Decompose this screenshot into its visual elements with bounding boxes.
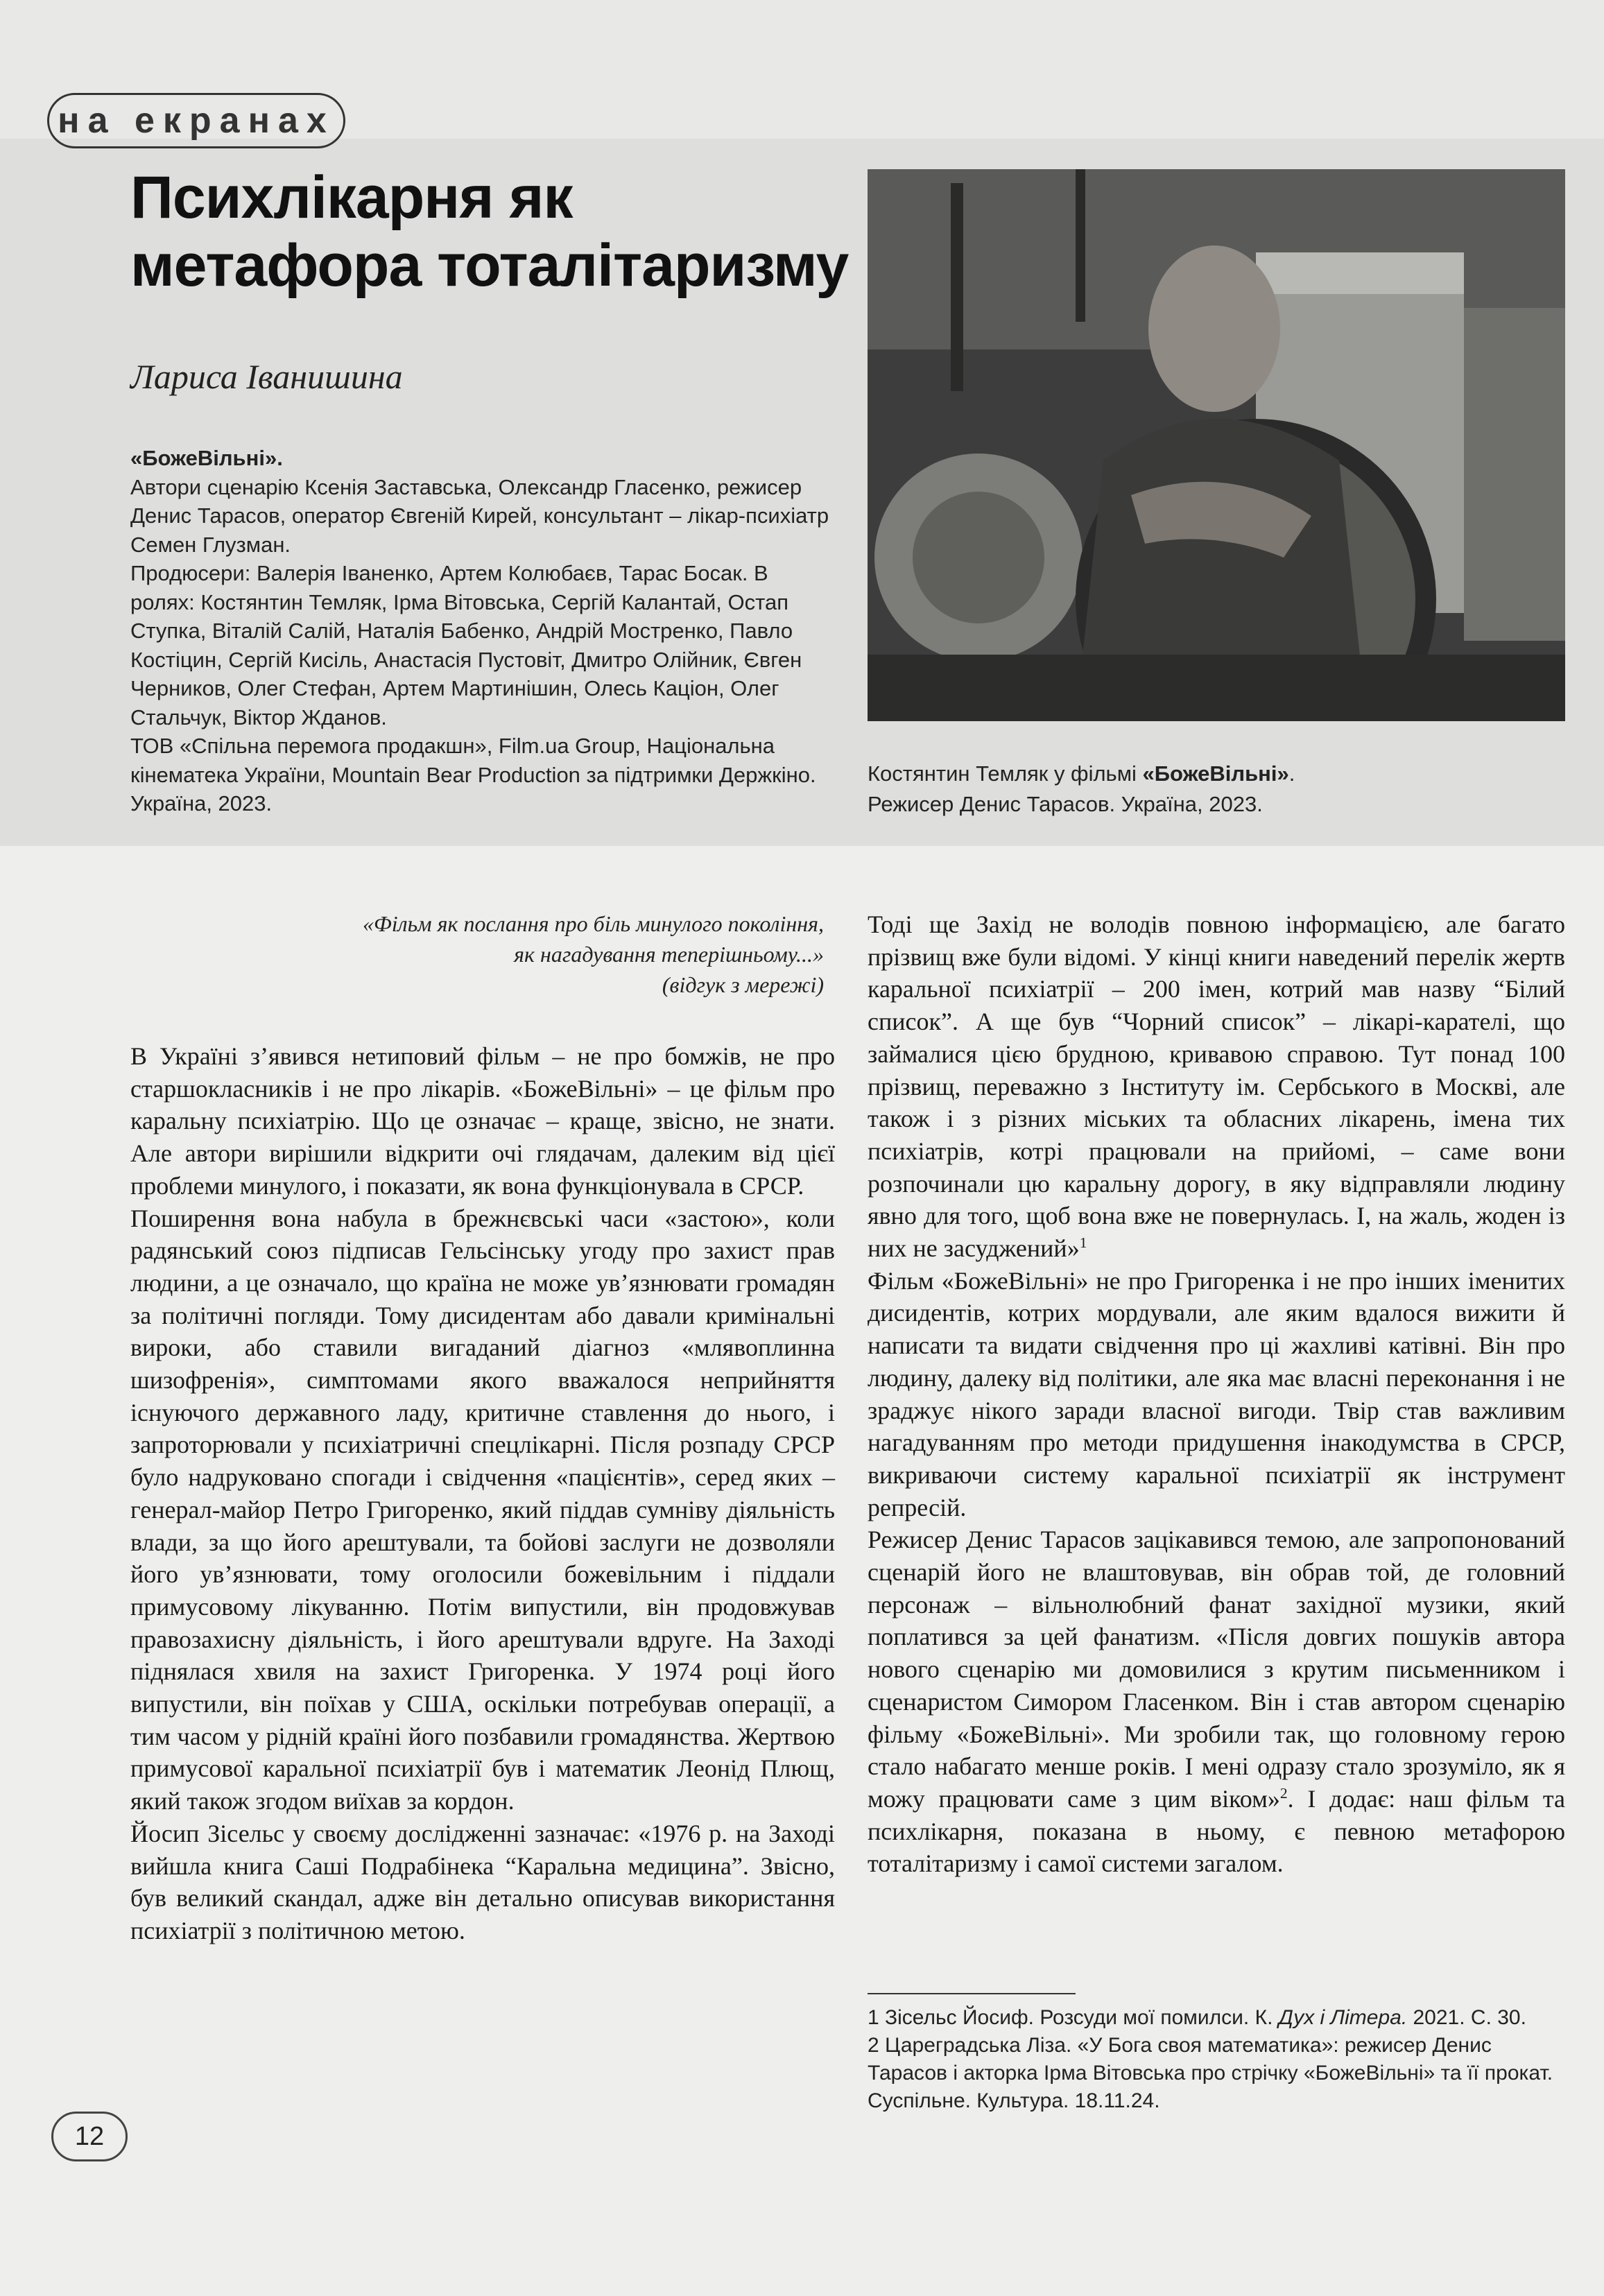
paragraph: Фільм «БожеВільні» не про Григоренка і не про інших іменитих дисидентів, котрих мордували, але яким вдалося вижити й написати та видати свідчення про ці жахливі катівні. Він про людину, далеку від політики, але яка має власні переконання і не зраджує нікого заради власної вигоди. Твір став важливим нагадуванням про методи придушення інакодумства в СРСР, викриваючи систему каральної психіатрії як інструмент репресій. xyxy=(868,1266,1565,1521)
footnote-1-text: 1 Зісельс Йосиф. Розсуди мої помилси. К. xyxy=(868,2006,1279,2029)
epigraph-source: (відгук з мережі) xyxy=(662,972,824,997)
epigraph xyxy=(130,908,824,1000)
epigraph-line-2: як нагадування теперішньому...» xyxy=(514,942,824,967)
credits-line-crew: Автори сценарію Ксенія Заставська, Олександр Гласенко, режисер Денис Тарасов, оператор Євгеній Кирей, консультант – лікар-психіатр Семен Глузман. xyxy=(130,474,829,557)
film-still-photo xyxy=(868,169,1565,721)
paragraph-text: Тоді ще Захід не володів повною інформацією, але багато прізвищ вже були відомі. У кінці книги наведений перелік жертв каральної психіатрії – 200 імен, котрий мав назву “Білий список”. А ще був “Чорний список” – лікарі-карателі, що займалися цією брудною, кривавою справою. Тут понад 100 прізвищ, переважно з Інституту ім. Сербського в Москві, але також і з різних міських та обласних лікарень, імена тих психіатрів, котрі працювали на прийомі, – саме вони розпочинали цю каральну дорогу, в яку відправляли людину явно для того, щоб вона вже не повернулась. І, на жаль, жоден із них не засуджений» xyxy=(868,910,1565,1263)
caption-text: Костянтин Темляк у фільмі xyxy=(868,761,1143,786)
film-title: «БожеВільні». xyxy=(130,446,283,470)
paragraph xyxy=(868,908,1565,1265)
left-column xyxy=(130,1040,835,1947)
paragraph: Йосип Зісельс у своєму дослідженні зазначає: «1976 р. на Заході вийшла книга Саші Подрабінека “Каральна медицина”. Звісно, був великий скандал, адже він детально описував використання психіатрії з політичною метою. xyxy=(130,1819,835,1944)
right-column xyxy=(868,908,1565,1880)
caption-line-2: Режисер Денис Тарасов. Україна, 2023. xyxy=(868,792,1263,816)
footnote-ref-1[interactable]: 1 xyxy=(1079,1234,1087,1252)
credits-line-cast: Продюсери: Валерія Іваненко, Артем Колюбаєв, Тарас Босак. В ролях: Костянтин Темляк, Ірма Вітовська, Сергій Калантай, Остап Ступка, Віталій Салій, Наталія Бабенко, Андрій Мостренко, Павло Костіцин, Сергій Кисіль, Анастасія Пустовіт, Дмитро Олійник, Євген Черников, Олег Стефан, Артем Мартинішин, Олесь Каціон, Олег Стальчук, Віктор Жданов. xyxy=(130,561,802,730)
film-credits xyxy=(130,444,838,818)
paragraph: В Україні з’явився нетиповий фільм – не про бомжів, не про старшокласників і не про лікарів. «БожеВільні» – це фільм про каральну психіатрію. Що це означає – краще, звісно, не знати. Але автори вирішили відкрити очі глядачам, далеким від цієї проблеми минулого, і показати, як вона функціонувала в СРСР. xyxy=(130,1042,835,1200)
section-rubric: на екранах xyxy=(47,93,345,148)
footnote-1-journal: Дух і Літера. xyxy=(1278,2006,1408,2029)
article-title: Психлікарня як метафора тоталітаризму xyxy=(130,164,849,299)
footnote-divider xyxy=(868,1993,1076,1994)
footnote-1 xyxy=(868,2004,1565,2032)
epigraph-line-1: «Фільм як послання про біль минулого покоління, xyxy=(363,911,824,936)
paragraph: Поширення вона набула в брежнєвські часи «застою», коли радянський союз підписав Гельсінську угоду про захист прав людини, а це означало, що країна не може ув’язнювати громадян за політичні погляди. Тому дисидентам або давали кримінальні вироки, або ставили вигаданий діагноз «млявоплинна шизофренія», симптомами якого вважалося неприйняття існуючого державного ладу, критичне ставлення до нього, і запроторювали у психіатричні спецлікарні. Після розпаду СРСР було надруковано спогади і свідчення «пацієнтів», серед яких – генерал-майор Петро Григоренко, який піддав сумніву діяльність влади, за що його арештували, та бойові заслуги не дозволяли його ув’язнювати, тому оголосили божевільним і піддали примусовому лікуванню. Потім випустили, він продовжував правозахисну діяльність, і його арештували вдруге. На Заході піднялася хвиля на захист Григоренка. У 1974 році його випустили, він поїхав у США, оскільки потребував операції, а тим часом у рідній країні його позбавили громадянства. Жертвою примусової каральної психіатрії був і математик Леонід Плющ, який також згодом виїхав за кордон. xyxy=(130,1204,835,1815)
credits-line-production: ТОВ «Спільна перемога продакшн», Film.ua Group, Національна кінематека України, Mountain Bear Production за підтримки Держкіно. Україна, 2023. xyxy=(130,734,816,815)
footnote-2: 2 Цареградська Ліза. «У Бога своя математика»: режисер Денис Тарасов і акторка Ірма Вітовська про стрічку «БожеВільні» та її прокат. Суспільне. Культура. 18.11.24. xyxy=(868,2034,1553,2112)
footnotes xyxy=(868,2004,1565,2115)
paragraph-text: Режисер Денис Тарасов зацікавився темою, але запропонований сценарій його не влаштовував, він обрав той, де головний персонаж – вільнолюбний фанат західної музики, який поплатився за цей фанатизм. «Після довгих пошуків автора нового сценарію ми домовилися з крутим письменником і сценаристом Симором Гласенком. Він і став автором сценарію фільму «БожеВільні». Ми зробили так, що головному герою стало набагато менше років. І мені одразу стало зрозуміло, як я можу працювати саме з цим віком» xyxy=(868,1526,1565,1813)
paragraph xyxy=(868,1524,1565,1880)
author-byline: Лариса Іванишина xyxy=(130,357,403,396)
photo-caption xyxy=(868,759,1565,820)
caption-period: . xyxy=(1288,761,1295,786)
footnote-ref-2[interactable]: 2 xyxy=(1279,1784,1288,1802)
footnote-1-tail: 2021. С. 30. xyxy=(1407,2006,1526,2029)
paragraph-tail: . І додає: наш фільм та психлікарня, показана в ньому, є певною метафорою тоталітаризму і самої системи загалом. xyxy=(868,1784,1565,1878)
page-number: 12 xyxy=(51,2112,128,2161)
film-still-illustration xyxy=(868,169,1565,721)
caption-film-title: «БожеВільні» xyxy=(1142,761,1289,786)
